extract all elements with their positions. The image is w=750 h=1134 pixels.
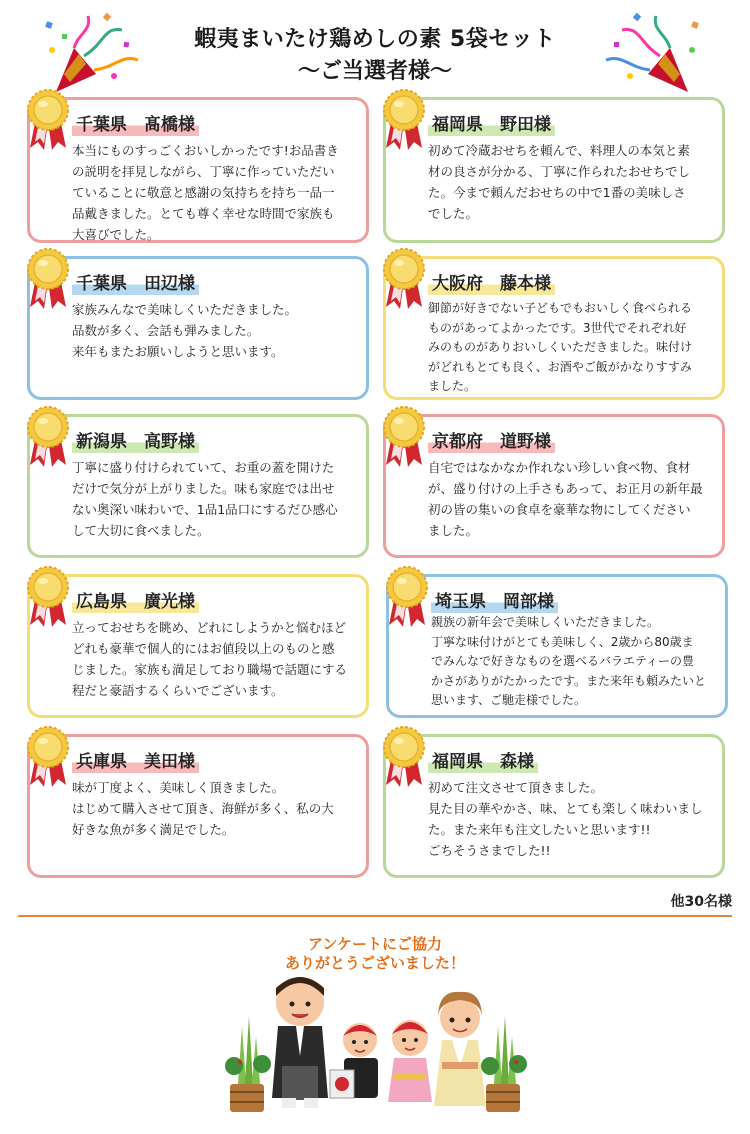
page-subtitle: ～ご当選者様～ xyxy=(297,59,452,84)
comment-text: 味が丁度よく、美味しく頂きました。 はじめて購入させて頂き、海鮮が多く、私の大 好きな魚が多く満足でした。 xyxy=(72,780,334,837)
winner-card xyxy=(386,574,728,718)
winner-name: 京都府 道野様 xyxy=(428,427,555,453)
winner-name: 広島県 廣光様 xyxy=(72,587,199,613)
medal-icon xyxy=(26,88,70,150)
mother-figure xyxy=(434,992,486,1106)
winner-card xyxy=(383,734,725,878)
winner-card xyxy=(383,256,725,400)
winner-name: 福岡県 野田様 xyxy=(428,110,555,136)
divider xyxy=(18,915,732,917)
others-count: 他30名様 xyxy=(670,894,732,910)
winner-name: 兵庫県 美田様 xyxy=(72,747,199,773)
comment-text: 丁寧に盛り付けられていて、お重の蓋を開けた だけで気分が上がりました。味も家庭では出せ ない奥深い味わいで、1品1品口にするだひ感心 して大切に食べました。 xyxy=(72,460,338,538)
winner-name: 福岡県 森様 xyxy=(428,747,538,773)
winner-card xyxy=(383,414,725,558)
medal-icon xyxy=(26,725,70,787)
kadomatsu-icon xyxy=(481,1016,527,1112)
winner-card xyxy=(27,414,369,558)
medal-icon xyxy=(382,725,426,787)
winner-card xyxy=(27,97,369,243)
medal-icon xyxy=(382,88,426,150)
header xyxy=(0,0,750,90)
comment-text: 初めて冷蔵おせちを頼んで、料理人の本気と素 材の良さが分かる、丁寧に作られたおせちでし た。今まで頼んだおせちの中で1番の美味しさ でした。 xyxy=(428,143,691,221)
medal-icon xyxy=(26,247,70,309)
girl-figure xyxy=(388,1020,432,1102)
medal-icon xyxy=(26,405,70,467)
winner-card xyxy=(27,574,369,718)
comment-text: 初めて注文させて頂きました。 見た目の華やかさ、味、とても楽しく味わいまし た。また来年も注文したいと思います!! ごちそうさまでした!! xyxy=(428,780,703,858)
medal-icon xyxy=(382,405,426,467)
comment-text: 本当にものすっごくおいしかったです!お品書き の説明を拝見しながら、丁寧に作っていただい ていることに敬意と感謝の気持ちを持ち一品一 品戴きました。とても尊く幸せな時間で家族も 大喜びでした。 xyxy=(72,143,339,242)
boy-figure xyxy=(330,1023,378,1098)
winner-card xyxy=(27,256,369,400)
winner-name: 千葉県 田辺様 xyxy=(72,269,199,295)
father-figure xyxy=(272,977,328,1108)
medal-icon xyxy=(385,565,429,627)
winner-name: 新潟県 高野様 xyxy=(72,427,199,453)
winner-name: 大阪府 藤本様 xyxy=(428,269,555,295)
comment-text: 家族みんなで美味しくいただきました。 品数が多く、会話も弾みました。 来年もまたお願いしようと思います。 xyxy=(72,302,298,359)
page-title: 蝦夷まいたけ鶏めしの素 5袋セット xyxy=(194,27,556,52)
kadomatsu-icon xyxy=(225,1016,271,1112)
winner-name: 千葉県 髙橋様 xyxy=(72,110,199,136)
comment-text: 親族の新年会で美味しくいただきました。 丁寧な味付けがとても美味しく、2歳から80歳ま でみんなで好きなものを選べるバラエティーの豊 かさがありがたかったです。また来年も頼みたいと 思います、ご馳走様でした。 xyxy=(431,615,707,707)
medal-icon xyxy=(382,247,426,309)
medal-icon xyxy=(26,565,70,627)
comment-text: 立っておせちを眺め、どれにしようかと悩むほど どれも豪華で個人的にはお値段以上のものと感 じました。家族も満足しており職場で話題にする 程だと豪語するくらいでございます。 xyxy=(72,620,348,698)
family-illustration xyxy=(220,966,530,1116)
winner-card xyxy=(27,734,369,878)
thanks-message: アンケートにご協力 ありがとうございました！ xyxy=(284,935,465,972)
winner-name: 埼玉県 岡部様 xyxy=(431,587,558,613)
comment-text: 御節が好きでない子どもでもおいしく食べられる ものがあってよかったです。3世代でそれぞれ好 みのものがありおいしくいただきました。味付け がどれもとても良く、お酒やご飯がかなりすすみ ました。 xyxy=(428,301,693,393)
party-popper-icon xyxy=(600,4,710,94)
winner-card xyxy=(383,97,725,243)
comment-text: 自宅ではなかなか作れない珍しい食べ物、食材 が、盛り付けの上手さもあって、お正月の新年最 初の皆の集いの食卓を豪華な物にしてください ました。 xyxy=(428,460,703,538)
